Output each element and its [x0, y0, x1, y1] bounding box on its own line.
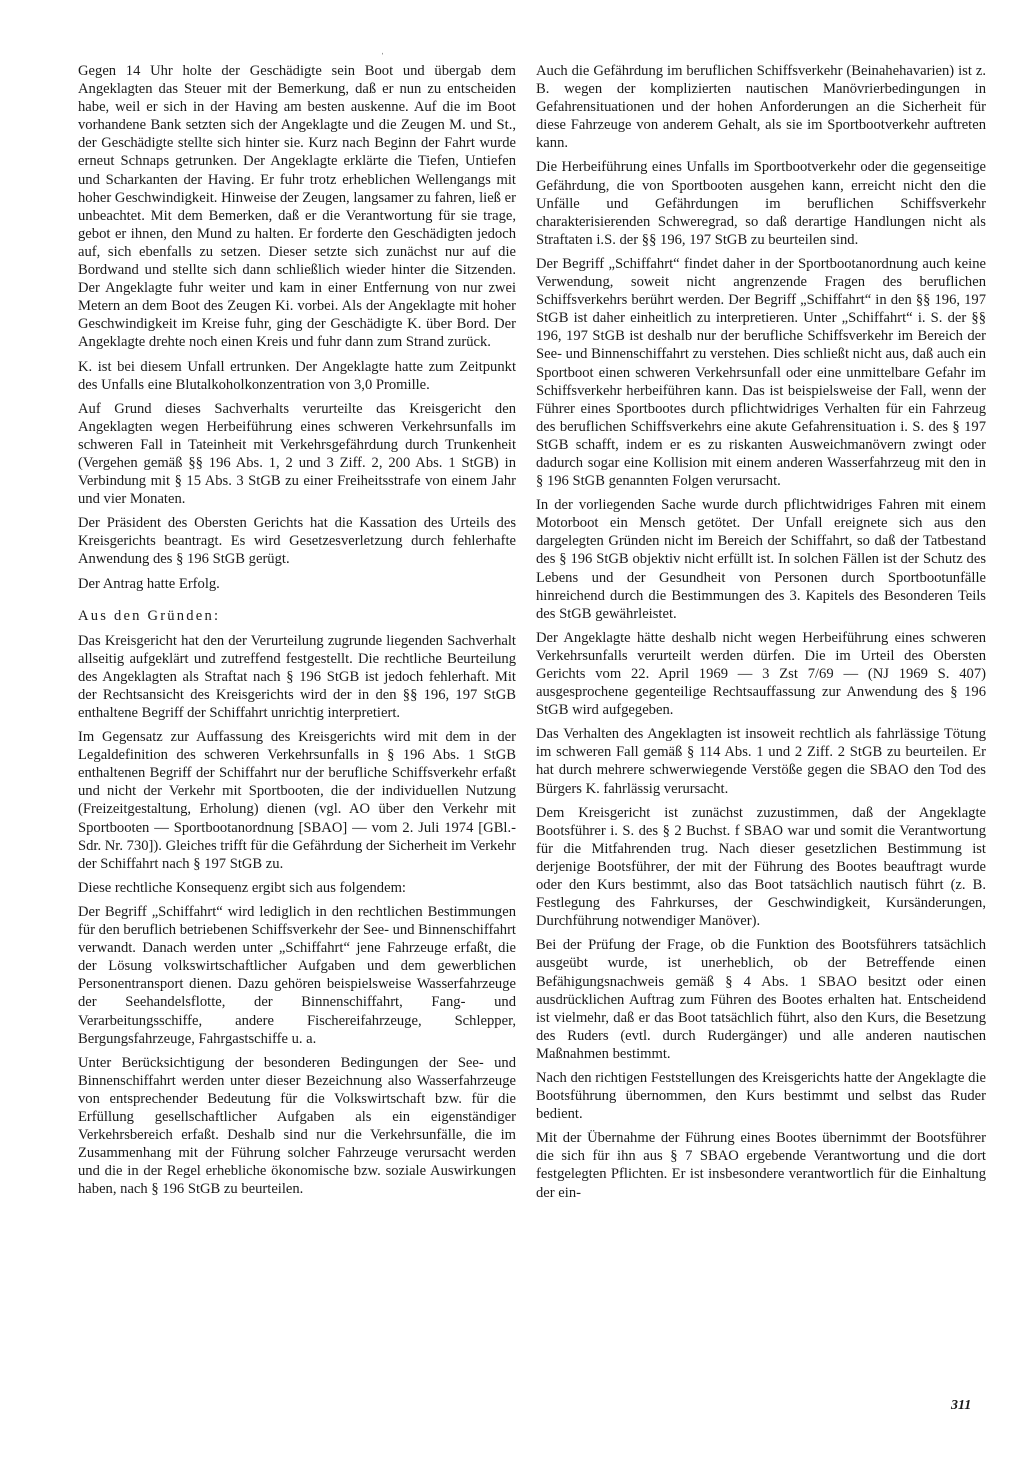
paragraph: Das Kreisgericht hat den der Verurteilung zugrunde liegenden Sachverhalt allseitig aufgeklärt und zutreffend festgestellt. Die rechtliche Beurteilung des Angeklagten als Straftat nach § 196 StGB ist jedoch fehlerhaft. Mit der Rechtsansicht des Kreisgerichts wird der in den §§ 196, 197 StGB enthaltene Begriff der Schiffahrt unrichtig interpretiert.	[78, 632, 516, 721]
section-heading: Aus den Gründen:	[78, 607, 221, 624]
paragraph: Der Begriff „Schiffahrt“ wird lediglich in den rechtlichen Bestimmungen für den beruflich betriebenen Schiffsverkehr der See- und Binnenschiffahrt verwandt. Danach werden unter „Schiffahrt“ jene Fahrzeuge erfaßt, die der Lösung volkswirtschaftlicher Aufgaben und dem gewerblichen Personentransport dienen. Dazu gehören beispielsweise Wasserfahrzeuge der Seehandelsflotte, der Binnenschiffahrt, Fang- und Verarbeitungsschiffe, andere Fischereifahrzeuge, Schlepper, Bergungsfahrzeuge, Fahrgastschiffe u. a.	[78, 903, 516, 1047]
paragraph: Der Angeklagte hätte deshalb nicht wegen Herbeiführung eines schweren Verkehrsunfalls verurteilt werden dürfen. Die im Urteil des Obersten Gerichts vom 22. April 1969 — 3 Zst 7/69 — (NJ 1969 S. 407) ausgesprochene gegenteilige Rechtsauffassung zur Anwendung des § 196 StGB wird aufgegeben.	[536, 629, 986, 719]
left-column	[78, 62, 516, 1204]
page-number: 311	[951, 1398, 972, 1413]
paragraph: Im Gegensatz zur Auffassung des Kreisgerichts wird mit dem in der Legaldefinition des schweren Verkehrsunfalls in § 196 Abs. 1 StGB enthaltenen Begriff der Schiffahrt nur der berufliche Schiffsverkehr erfaßt und nicht der Verkehr mit Sportbooten, die der individuellen Nutzung (Freizeitgestaltung, Erholung) dienen (vgl. AO über den Verkehr mit Sportbooten — Sportbootanordnung [SBAO] — vom 2. Juli 1974 [GBl.-Sdr. Nr. 730]). Gleiches trifft für die Gefährdung der Sicherheit im Verkehr der Schiffahrt nach § 197 StGB zu.	[78, 729, 516, 872]
paragraph: Der Antrag hatte Erfolg.	[78, 575, 220, 592]
paragraph: Mit der Übernahme der Führung eines Bootes übernimmt der Bootsführer die sich für ihn aus § 7 SBAO ergebende Verantwortung und die dort festgelegten Pflichten. Er ist insbesondere verantwortlich für die Einhaltung der ein-	[536, 1130, 986, 1201]
right-column	[536, 62, 986, 1208]
paragraph: Unter Berücksichtigung der besonderen Bedingungen der See- und Binnenschiffahrt werden unter dieser Bezeichnung also Wasserfahrzeuge von entsprechender Bedeutung für die Volkswirtschaft bzw. für die Erfüllung gesellschaftlicher Aufgaben als ein eigenständiger Verkehrsbereich erfaßt. Deshalb sind nur die Verkehrsunfälle, die im Zusammenhang mit der Führung solcher Fahrzeuge verursacht werden und die in der Regel erhebliche ökonomische bzw. soziale Auswirkungen haben, nach § 196 StGB zu beurteilen.	[78, 1054, 516, 1198]
paragraph: Auf Grund dieses Sachverhalts verurteilte das Kreisgericht den Angeklagten wegen Herbeiführung eines schweren Verkehrsunfalls im schweren Fall in Tateinheit mit Verkehrsgefährdung durch Trunkenheit (Vergehen gemäß §§ 196 Abs. 1, 2 und 3 Ziff. 2, 200 Abs. 1 StGB) in Verbindung mit § 15 Abs. 3 StGB zu einer Freiheitsstrafe von einem Jahr und vier Monaten.	[78, 400, 516, 508]
scan-speck: ˌ	[381, 44, 385, 55]
paragraph: K. ist bei diesem Unfall ertrunken. Der Angeklagte hatte zum Zeitpunkt des Unfalls eine Blutalkoholkonzentration von 3,0 Promille.	[78, 358, 516, 393]
paragraph: Der Begriff „Schiffahrt“ findet daher in der Sportbootanordnung auch keine Verwendung, soweit nicht angrenzende Fragen des beruflichen Schiffsverkehrs berührt werden. Der Begriff „Schiffahrt“ in den §§ 196, 197 StGB ist daher einheitlich zu interpretieren. Unter „Schiffahrt“ i. S. der §§ 196, 197 StGB ist deshalb nur der berufliche Schiffsverkehr im Bereich der See- und Binnenschiffahrt zu verstehen. Dies schließt nicht aus, daß auch ein Sportboot einen schweren Verkehrsunfall oder eine unmittelbare Gefahr im Schiffsverkehr herbeiführen kann. Das ist beispielsweise der Fall, wenn der Führer eines Sportbootes durch pflichtwidriges Verhalten für ein Fahrzeug des beruflichen Schiffsverkehrs eine akute Gefahrensituation i. S. des § 197 StGB schafft, indem er es zu riskanten Ausweichmanövern zwingt oder dadurch sogar eine Kollision mit einem anderen Wasserfahrzeug mit den in § 196 StGB genannten Folgen verursacht.	[536, 255, 986, 490]
paragraph: Das Verhalten des Angeklagten ist insoweit rechtlich als fahrlässige Tötung im schweren Fall gemäß § 114 Abs. 1 und 2 Ziff. 2 StGB zu beurteilen. Er hat durch mehrere schwerwiegende Verstöße gegen die SBAO den Tod des Bürgers K. fahrlässig verursacht.	[536, 726, 986, 797]
paragraph: Der Präsident des Obersten Gerichts hat die Kassation des Urteils des Kreisgerichts beantragt. Es wird Gesetzesverletzung durch fehlerhafte Anwendung des § 196 StGB gerügt.	[78, 515, 516, 568]
paragraph: Dem Kreisgericht ist zunächst zuzustimmen, daß der Angeklagte Bootsführer i. S. des § 2 Buchst. f SBAO war und somit die Verantwortung für die Mitfahrenden trug. Nach dieser gesetzlichen Bestimmung ist derjenige Bootsführer, der mit der Führung des Bootes beauftragt wurde oder den Kurs bestimmt, also das Boot tatsächlich nautisch führt (z. B. Festlegung des Fahrkurses, der Geschwindigkeit, Kursänderungen, Durchführung notwendiger Manöver).	[536, 804, 986, 930]
paragraph: Diese rechtliche Konsequenz ergibt sich aus folgendem:	[78, 879, 406, 896]
paragraph: In der vorliegenden Sache wurde durch pflichtwidriges Fahren mit einem Motorboot ein Mensch getötet. Der Unfall ereignete sich aus den dargelegten Gründen nicht im Bereich der Schiffahrt, so daß der Tatbestand des § 196 StGB objektiv nicht erfüllt ist. In solchen Fällen ist der Schutz des Lebens und der Gesundheit von Personen durch Sportbootunfälle hinreichend durch die Bestimmungen des 3. Kapitels des Besonderen Teils des StGB gewährleistet.	[536, 497, 986, 622]
paragraph: Bei der Prüfung der Frage, ob die Funktion des Bootsführers tatsächlich ausgeübt wurde, ist unerheblich, ob der Betreffende einen Befähigungsnachweis gemäß § 4 Abs. 1 SBAO besitzt oder einen ausdrücklichen Auftrag zum Führen des Bootes erhalten hat. Entscheidend ist vielmehr, daß er das Boot tatsächlich führt, also den Kurs, die Besetzung des Ruders (evtl. durch Rudergänger) und alle anderen nautischen Maßnahmen bestimmt.	[536, 937, 986, 1062]
paragraph: Nach den richtigen Feststellungen des Kreisgerichts hatte der Angeklagte die Bootsführung übernommen, den Kurs bestimmt und selbst das Ruder bedient.	[536, 1069, 986, 1123]
paragraph: Die Herbeiführung eines Unfalls im Sportbootverkehr oder die gegenseitige Gefährdung, die von Sportbooten ausgehen kann, erreicht nicht den die Unfälle und Gefährdungen im beruflichen Schiffsverkehr charakterisierenden Schweregrad, so daß derartige Handlungen nicht als Straftaten i.S. der §§ 196, 197 StGB zu beurteilen sind.	[536, 159, 986, 248]
paragraph: Auch die Gefährdung im beruflichen Schiffsverkehr (Beinahehavarien) ist z. B. wegen der komplizierten nautischen Manövrierbedingungen in Gefahrensituationen und der hohen Anforderungen an die Sicherheit für diese Fahrzeuge von anderem Gehalt, als sie im Sportbootverkehr auftreten kann.	[536, 63, 986, 152]
paragraph: Gegen 14 Uhr holte der Geschädigte sein Boot und übergab dem Angeklagten das Steuer mit der Bemerkung, daß er nun zu entscheiden habe, weil er sich in der Having am besten auskenne. Auf die im Boot vorhandene Bank setzten sich der Angeklagte und die Zeugen M. und St., der Geschädigte stellte sich hinter sie. Kurz nach Beginn der Fahrt wurde erneut Schnaps getrunken. Der Angeklagte erklärte die Tiefen, Untiefen und Scharkanten der Having. Er fuhr trotz erheblichen Wellengangs mit hoher Geschwindigkeit. Hinweise der Zeugen, langsamer zu fahren, ließ er unbeachtet. Mit dem Bemerken, daß er die Verantwortung für sie trage, gebot er ihnen, den Mund zu halten. Er forderte den Geschädigten jedoch auf, sich ebenfalls zu setzen. Dieser setzte sich zunächst nur auf die Bordwand und stellte sich dann schließlich wieder hinter die Sitzenden. Der Angeklagte fuhr weiter und kam in einer Entfernung von nur zwei Metern an dem Boot des Zeugen Ki. vorbei. Als der Angeklagte mit hoher Geschwindigkeit im Kreise fuhr, ging der Geschädigte K. über Bord. Der Angeklagte drehte noch einen Kreis und fuhr dann zum Strand zurück.	[78, 63, 516, 351]
